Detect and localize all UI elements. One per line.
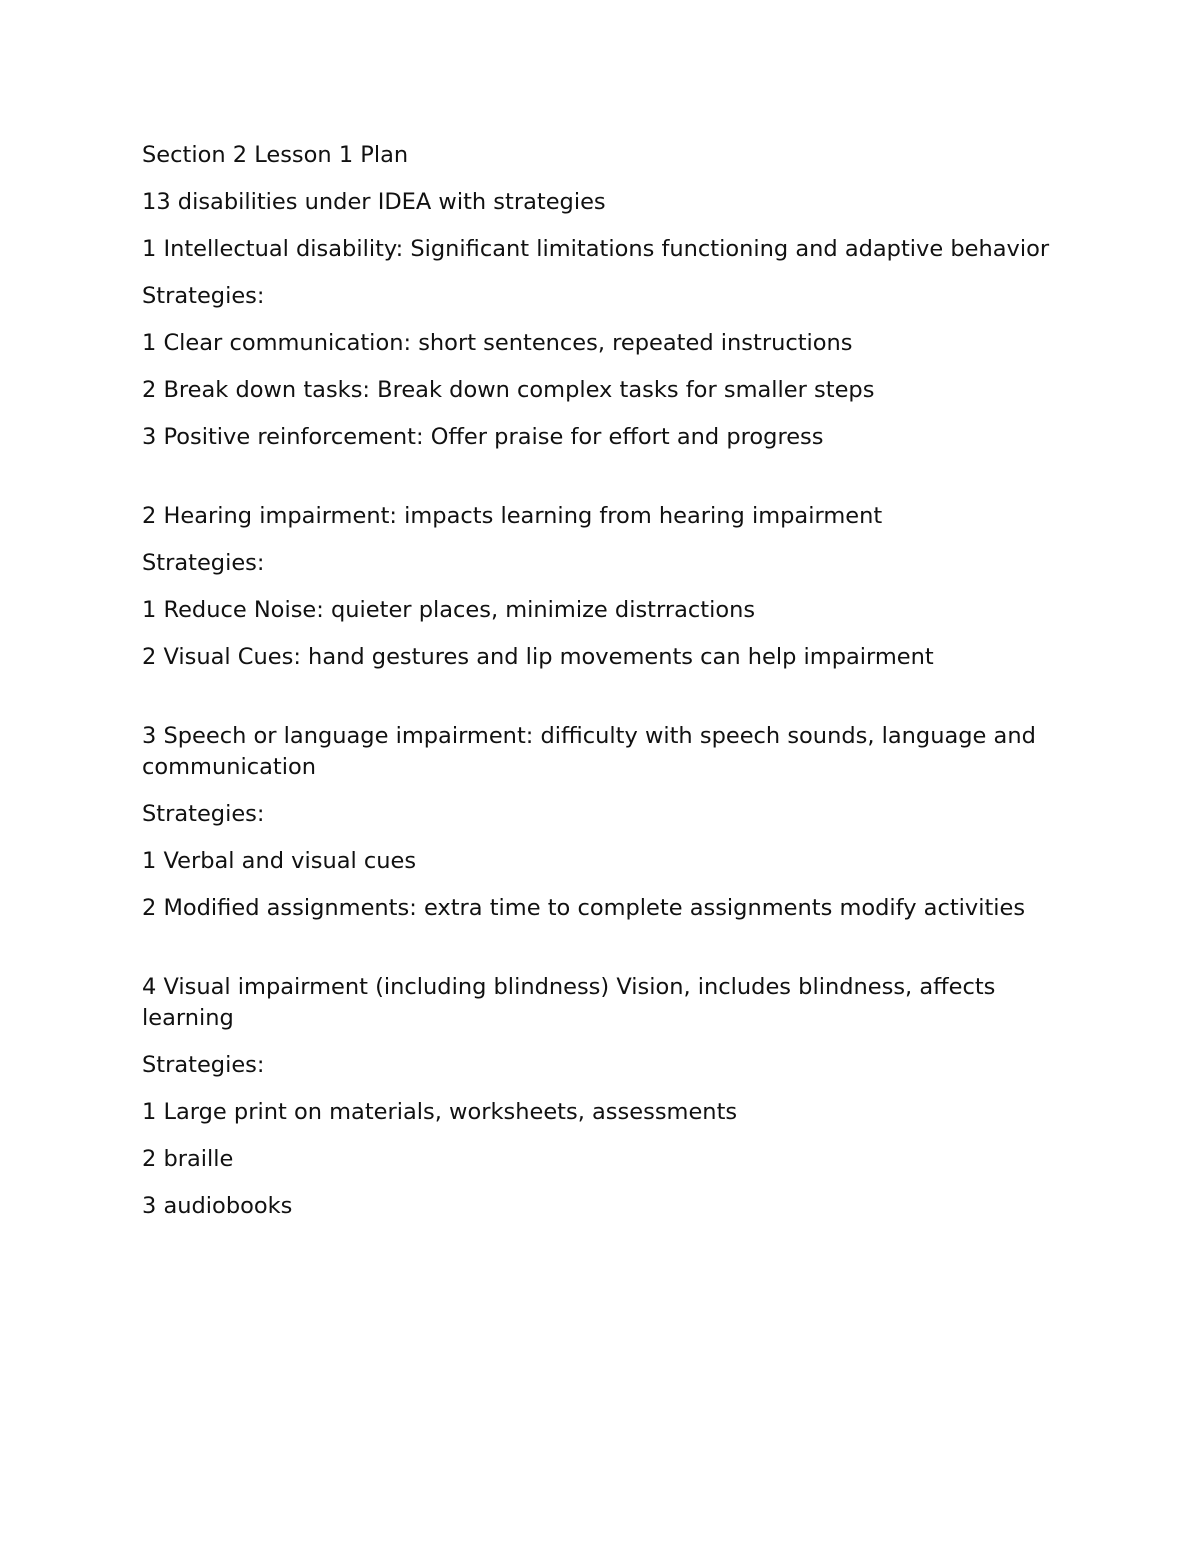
section-4-strategy-2: 2 braille bbox=[142, 1146, 234, 1172]
paragraph-spacer bbox=[142, 689, 1052, 721]
section-3-strategy-1: 1 Verbal and visual cues bbox=[142, 848, 417, 874]
section-1-strategies-label: Strategies: bbox=[142, 283, 265, 309]
section-1-strategy-2: 2 Break down tasks: Break down complex tasks for smaller steps bbox=[142, 377, 875, 403]
section-3-strategy-2: 2 Modified assignments: extra time to complete assignments modify activities bbox=[142, 895, 1026, 921]
section-4-strategies-label: Strategies: bbox=[142, 1052, 265, 1078]
paragraph-spacer bbox=[142, 469, 1052, 501]
section-1-strategy-1: 1 Clear communication: short sentences, repeated instructions bbox=[142, 330, 853, 356]
section-2-strategies-label: Strategies: bbox=[142, 550, 265, 576]
section-3-strategies-label: Strategies: bbox=[142, 801, 265, 827]
paragraph-spacer bbox=[142, 940, 1052, 972]
section-1-heading: 1 Intellectual disability: Significant limitations functioning and adaptive behavior bbox=[142, 236, 1050, 262]
section-2-strategy-2: 2 Visual Cues: hand gestures and lip movements can help impairment bbox=[142, 644, 934, 670]
document-subtitle: 13 disabilities under IDEA with strategies bbox=[142, 189, 606, 215]
section-4-strategy-1: 1 Large print on materials, worksheets, assessments bbox=[142, 1099, 738, 1125]
document-title: Section 2 Lesson 1 Plan bbox=[142, 142, 409, 168]
section-3-heading: 3 Speech or language impairment: difficulty with speech sounds, language and communication bbox=[142, 723, 1036, 780]
section-1-strategy-3: 3 Positive reinforcement: Offer praise for effort and progress bbox=[142, 424, 824, 450]
section-2-heading: 2 Hearing impairment: impacts learning from hearing impairment bbox=[142, 503, 883, 529]
section-2-strategy-1: 1 Reduce Noise: quieter places, minimize distrractions bbox=[142, 597, 756, 623]
section-4-strategy-3: 3 audiobooks bbox=[142, 1193, 293, 1219]
section-4-heading: 4 Visual impairment (including blindness) Vision, includes blindness, affects learning bbox=[142, 974, 996, 1031]
document-body bbox=[142, 140, 1052, 1238]
